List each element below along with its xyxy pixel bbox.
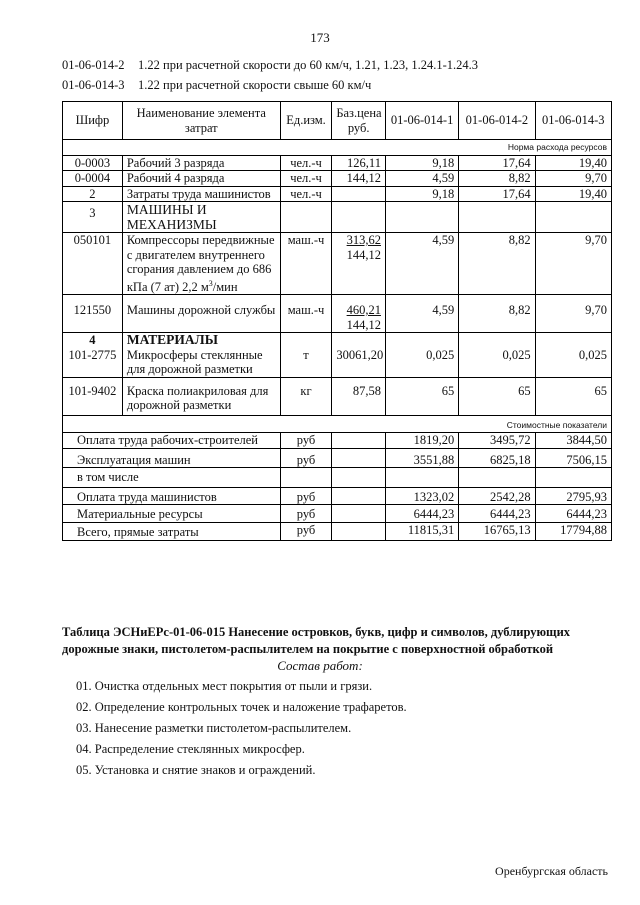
cell-code	[63, 333, 123, 378]
table-header-row	[63, 102, 612, 140]
total-v1: 11815,31	[385, 522, 458, 541]
total-price	[332, 448, 386, 468]
cell-price: 144,12	[332, 171, 386, 187]
cell-v1	[385, 202, 458, 233]
totals-row	[63, 505, 612, 523]
total-price	[332, 487, 386, 505]
header-code: Шифр	[63, 102, 123, 140]
table-row	[63, 202, 612, 233]
cell-unit: кг	[280, 377, 332, 415]
norm-caption: Норма расхода ресурсов	[63, 140, 612, 156]
table-row	[63, 233, 612, 295]
total-v3: 2795,93	[535, 487, 611, 505]
total-v2	[459, 468, 535, 488]
cell-v1: 4,59	[385, 233, 458, 295]
region-footer: Оренбургская область	[495, 864, 608, 878]
cell-v3: 9,70	[535, 295, 611, 333]
cell-unit: маш.-ч	[280, 233, 332, 295]
cell-unit: чел.-ч	[280, 155, 332, 171]
cell-v2: 8,82	[459, 233, 535, 295]
cell-v3	[535, 202, 611, 233]
total-price	[332, 505, 386, 523]
total-name: Всего, прямые затраты	[63, 522, 281, 541]
cell-code: 121550	[63, 295, 123, 333]
cell-v1: 4,59	[385, 171, 458, 187]
total-v1: 3551,88	[385, 448, 458, 468]
cell-v1: 0,025	[385, 333, 458, 378]
cell-name: Затраты труда машинистов	[122, 186, 280, 202]
total-name: Оплата труда рабочих-строителей	[63, 433, 281, 449]
total-name: Оплата труда машинистов	[63, 487, 281, 505]
header-v2: 01-06-014-2	[459, 102, 535, 140]
total-v1: 1323,02	[385, 487, 458, 505]
cell-v2: 0,025	[459, 333, 535, 378]
total-unit	[280, 468, 332, 488]
cell-unit: т	[280, 333, 332, 378]
totals-row	[63, 487, 612, 505]
table-row	[63, 377, 612, 415]
total-price	[332, 522, 386, 541]
total-name: в том числе	[63, 468, 281, 488]
total-v3	[535, 468, 611, 488]
section-code: 4	[89, 333, 96, 348]
price-bottom: 144,12	[346, 247, 381, 262]
header-price: Баз.цена руб.	[332, 102, 386, 140]
cell-v2: 17,64	[459, 186, 535, 202]
cell-name	[122, 333, 280, 378]
code-label: 01-06-014-2	[62, 58, 125, 72]
cell-v2: 17,64	[459, 155, 535, 171]
cell-price: 126,11	[332, 155, 386, 171]
code-description-line	[62, 78, 371, 93]
cell-name	[122, 233, 280, 295]
list-item: 02. Определение контрольных точек и наложение трафаретов.	[76, 700, 407, 714]
header-v3: 01-06-014-3	[535, 102, 611, 140]
total-unit: руб	[280, 505, 332, 523]
cell-price: 87,58	[332, 377, 386, 415]
cell-price	[332, 202, 386, 233]
norm-caption-row	[63, 140, 612, 156]
work-list	[76, 676, 407, 781]
next-table-title: Таблица ЭСНиЕРс-01-06-015 Нанесение островков, букв, цифр и символов, дублирующих дорожные знаки, пистолетом-распылителем на покрытие с поверхностной обработкой	[62, 625, 571, 656]
table-row	[63, 171, 612, 187]
header-unit: Ед.изм.	[280, 102, 332, 140]
code-label: 01-06-014-3	[62, 78, 125, 92]
total-v1: 1819,20	[385, 433, 458, 449]
page-number: 173	[310, 30, 330, 45]
cell-name-sup: 3	[208, 278, 213, 288]
cell-v1: 9,18	[385, 186, 458, 202]
cost-caption-row	[63, 415, 612, 433]
cell-price: 30061,20	[332, 333, 386, 378]
total-unit: руб	[280, 433, 332, 449]
cell-v3: 19,40	[535, 155, 611, 171]
cell-v3: 0,025	[535, 333, 611, 378]
item-code: 101-2775	[68, 347, 117, 362]
cell-name: Машины дорожной службы	[122, 295, 280, 333]
cell-price	[332, 186, 386, 202]
cell-name: Краска полиакриловая для дорожной разметки	[122, 377, 280, 415]
cell-code: 0-0004	[63, 171, 123, 187]
cell-code: 0-0003	[63, 155, 123, 171]
header-v1: 01-06-014-1	[385, 102, 458, 140]
totals-row	[63, 468, 612, 488]
price-bottom: 144,12	[346, 317, 381, 332]
list-item: 05. Установка и снятие знаков и ограждений.	[76, 763, 316, 777]
cell-code: 050101	[63, 233, 123, 295]
total-v2: 6444,23	[459, 505, 535, 523]
total-unit: руб	[280, 522, 332, 541]
total-v1: 6444,23	[385, 505, 458, 523]
section-title: МАТЕРИАЛЫ	[126, 332, 218, 348]
table-row	[63, 186, 612, 202]
cell-name-tail: /мин	[212, 279, 238, 294]
composition-title: Состав работ:	[277, 658, 363, 673]
resource-table	[62, 101, 612, 541]
cell-name: Рабочий 3 разряда	[122, 155, 280, 171]
list-item: 04. Распределение стеклянных микросфер.	[76, 742, 305, 756]
total-v3: 6444,23	[535, 505, 611, 523]
cell-name: МАШИНЫ И МЕХАНИЗМЫ	[122, 202, 280, 233]
total-v1	[385, 468, 458, 488]
cell-name: Рабочий 4 разряда	[122, 171, 280, 187]
cell-v2: 65	[459, 377, 535, 415]
total-v2: 3495,72	[459, 433, 535, 449]
total-name: Эксплуатация машин	[63, 448, 281, 468]
cost-caption: Стоимостные показатели	[63, 415, 612, 433]
cell-v2	[459, 202, 535, 233]
total-v3: 7506,15	[535, 448, 611, 468]
cell-v1: 4,59	[385, 295, 458, 333]
table-row	[63, 155, 612, 171]
price-top: 460,21	[346, 303, 381, 318]
cell-v2: 8,82	[459, 295, 535, 333]
cell-unit: маш.-ч	[280, 295, 332, 333]
cell-name-text: Компрессоры передвижные с двигателем внутреннего сгорания давлением до 686 кПа (7 ат) 2,2 м	[126, 233, 275, 294]
totals-row	[63, 448, 612, 468]
total-unit: руб	[280, 487, 332, 505]
table-row	[63, 295, 612, 333]
table-row	[63, 333, 612, 378]
cell-unit: чел.-ч	[280, 186, 332, 202]
item-name: Микросферы стеклянные для дорожной разметки	[126, 347, 263, 377]
price-top: 313,62	[346, 233, 381, 247]
cell-v3: 9,70	[535, 233, 611, 295]
cell-v3: 9,70	[535, 171, 611, 187]
total-v3: 17794,88	[535, 522, 611, 541]
cell-v2: 8,82	[459, 171, 535, 187]
cell-code: 101-9402	[63, 377, 123, 415]
cell-unit	[280, 202, 332, 233]
cell-price	[332, 233, 386, 295]
total-v2: 16765,13	[459, 522, 535, 541]
total-price	[332, 433, 386, 449]
cell-v1: 65	[385, 377, 458, 415]
cell-unit: чел.-ч	[280, 171, 332, 187]
code-text: 1.22 при расчетной скорости свыше 60 км/ч	[138, 78, 372, 92]
totals-row	[63, 522, 612, 541]
total-v2: 2542,28	[459, 487, 535, 505]
code-description-line	[62, 58, 478, 73]
total-unit: руб	[280, 448, 332, 468]
list-item: 03. Нанесение разметки пистолетом-распылителем.	[76, 721, 352, 735]
cell-v3: 65	[535, 377, 611, 415]
cell-code: 3	[63, 202, 123, 233]
total-name: Материальные ресурсы	[63, 505, 281, 523]
cell-v1: 9,18	[385, 155, 458, 171]
total-v3: 3844,50	[535, 433, 611, 449]
cell-price	[332, 295, 386, 333]
total-price	[332, 468, 386, 488]
totals-row	[63, 433, 612, 449]
code-text: 1.22 при расчетной скорости до 60 км/ч, 1.21, 1.23, 1.24.1-1.24.3	[138, 58, 479, 72]
list-item: 01. Очистка отдельных мест покрытия от пыли и грязи.	[76, 679, 373, 693]
header-name: Наименование элемента затрат	[122, 102, 280, 140]
cell-code: 2	[63, 186, 123, 202]
total-v2: 6825,18	[459, 448, 535, 468]
cell-v3: 19,40	[535, 186, 611, 202]
